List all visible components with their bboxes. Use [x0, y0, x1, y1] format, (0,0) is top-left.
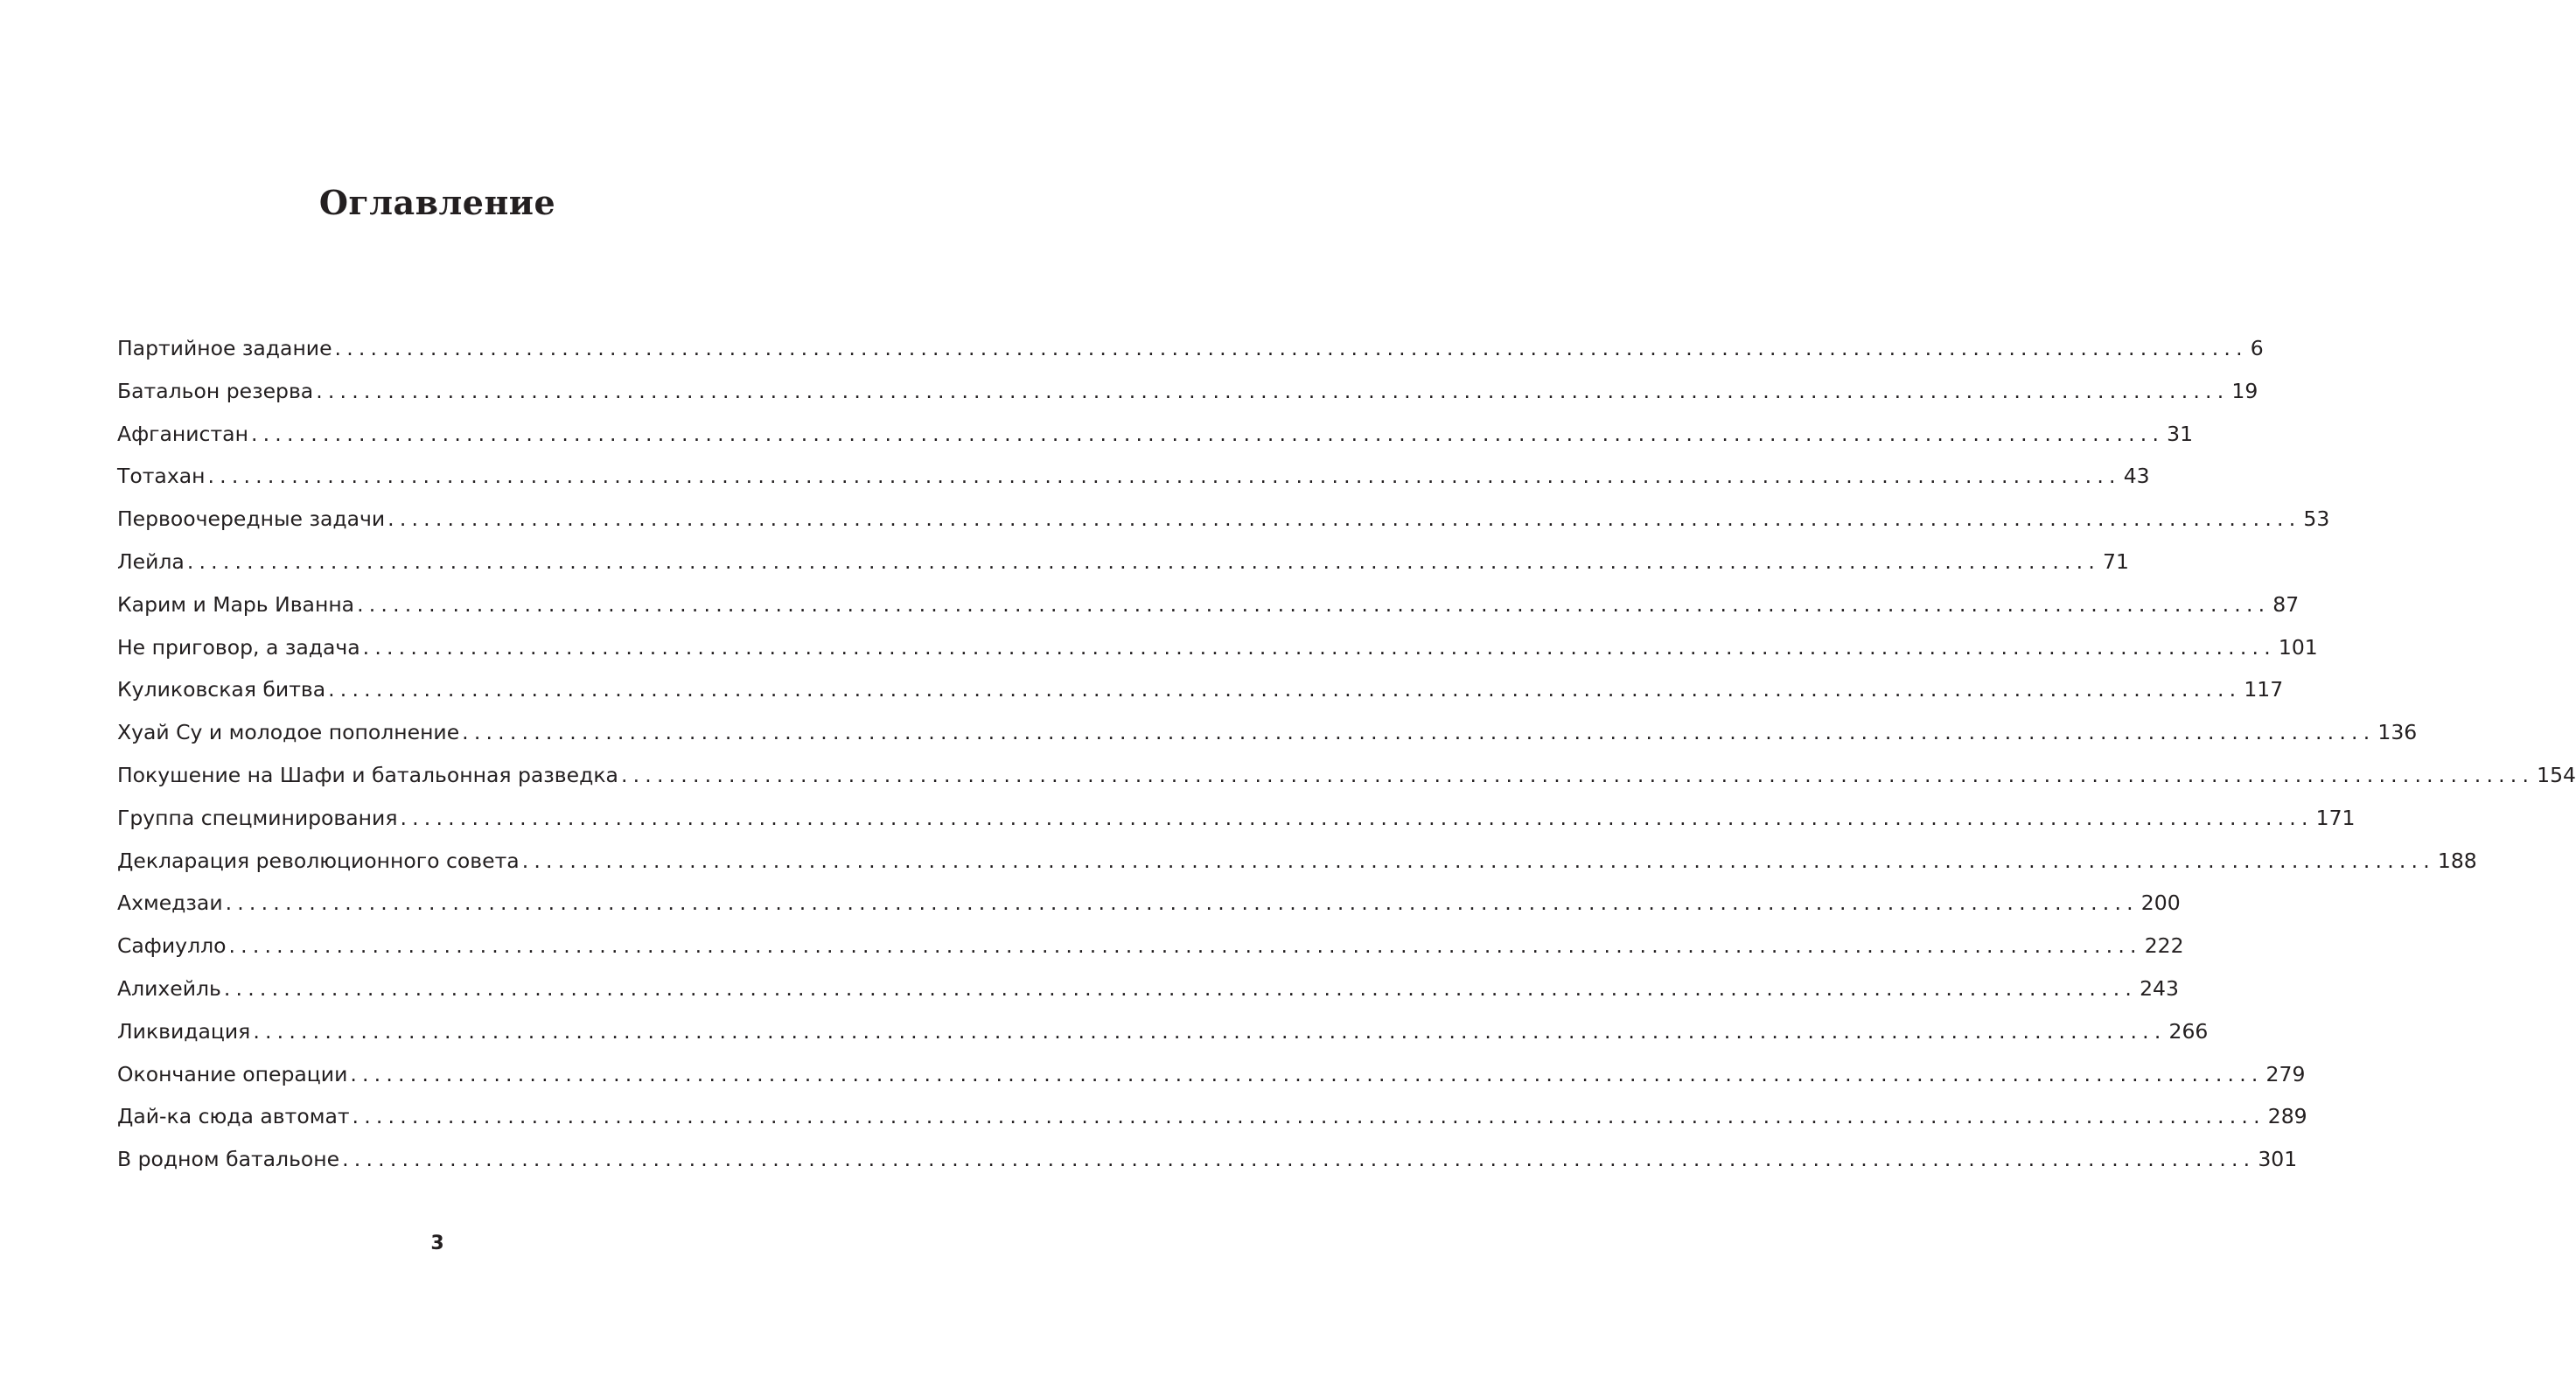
dot-leader: ................................................................................................................................................................: [207, 464, 2121, 489]
toc-entry: [117, 797, 2356, 840]
toc-entry-title: Первоочередные задачи: [117, 506, 386, 532]
toc-entry-title: Хуай Су и молодое пополнение: [117, 720, 460, 745]
toc-entry: [117, 882, 2181, 925]
toc-entry: [117, 925, 2184, 967]
dot-leader: ................................................................................................................................................................: [334, 336, 2248, 360]
toc-entry: [117, 711, 2418, 754]
toc-entry-page: 289: [2267, 1104, 2307, 1129]
dot-leader: ................................................................................................................................................................: [387, 506, 2301, 532]
toc-entry: [117, 626, 2318, 669]
toc-entry-page: 136: [2377, 720, 2418, 745]
toc-entry-title: Ахмедзаи: [117, 891, 223, 916]
dot-leader: ................................................................................................................................................................: [357, 591, 2271, 617]
toc-entry-page: 71: [2103, 548, 2129, 574]
toc-entry: [117, 1138, 2298, 1181]
toc-entry-page: 101: [2278, 634, 2318, 660]
toc-entry: [117, 413, 2194, 456]
page-number: 3: [430, 1233, 444, 1254]
dot-leader: ................................................................................................................................................................: [521, 848, 2435, 873]
toc-entry-title: Куликовская битва: [117, 677, 326, 702]
toc-entry: [117, 967, 2179, 1010]
dot-leader: ................................................................................................................................................................: [328, 677, 2242, 702]
dot-leader: ................................................................................................................................................................: [225, 891, 2139, 916]
dot-leader: ................................................................................................................................................................: [342, 1147, 2256, 1172]
toc-entry-title: Карим и Марь Иванна: [117, 591, 355, 617]
toc-entry-title: Декларация революционного совета: [117, 848, 520, 873]
dot-leader: ................................................................................................................................................................: [253, 1018, 2167, 1044]
toc-entry-title: Партийное задание: [117, 336, 332, 360]
toc-entry: [117, 541, 2129, 583]
toc-entry-title: Тотахан: [117, 464, 206, 489]
toc-entry-title: Батальон резерва: [117, 378, 314, 403]
dot-leader: ................................................................................................................................................................: [362, 634, 2276, 660]
toc-entry-title: Группа спецминирования: [117, 805, 398, 830]
toc-entry-page: 266: [2168, 1018, 2209, 1044]
dot-leader: ................................................................................................................................................................: [350, 1061, 2264, 1086]
toc-entry: [117, 754, 2576, 797]
toc-entry-title: Дай-ка сюда автомат: [117, 1104, 350, 1129]
toc-entry-page: 87: [2272, 591, 2300, 617]
dot-leader: ................................................................................................................................................................: [228, 933, 2142, 959]
toc-entry-page: 243: [2140, 975, 2179, 1001]
toc-entry-page: 154: [2537, 762, 2576, 787]
toc-entry-page: 171: [2315, 805, 2356, 830]
toc-entry-title: Алихейль: [117, 975, 221, 1001]
dot-leader: ................................................................................................................................................................: [462, 720, 2376, 745]
toc-entry-page: 200: [2140, 891, 2181, 916]
toc-entry: [117, 327, 2264, 370]
dot-leader: ................................................................................................................................................................: [250, 421, 2165, 446]
toc-entry-title: В родном батальоне: [117, 1147, 340, 1172]
toc-entry: [117, 583, 2300, 626]
dot-leader: ................................................................................................................................................................: [316, 378, 2230, 403]
toc-entry-page: 19: [2231, 378, 2258, 403]
toc-entry-page: 222: [2144, 933, 2184, 959]
toc-entry: [117, 498, 2330, 541]
dot-leader: ................................................................................................................................................................: [620, 762, 2535, 787]
toc-entry-title: Афганистан: [117, 421, 248, 446]
toc-entry-page: 6: [2250, 336, 2264, 360]
toc-entry: [117, 455, 2150, 498]
dot-leader: ................................................................................................................................................................: [400, 805, 2314, 830]
toc-entry: [117, 370, 2258, 413]
toc-entry: [117, 668, 2284, 711]
toc-entry-page: 117: [2244, 677, 2284, 702]
toc-entry-page: 279: [2265, 1061, 2306, 1086]
dot-leader: ................................................................................................................................................................: [223, 975, 2138, 1001]
dot-leader: ................................................................................................................................................................: [186, 548, 2101, 574]
toc-entry: [117, 1010, 2209, 1053]
toc-entry-page: 31: [2167, 421, 2194, 446]
toc-entry-title: Сафиулло: [117, 933, 227, 959]
toc-entry-title: Окончание операции: [117, 1061, 348, 1086]
toc-entry-title: Покушение на Шафи и батальонная разведка: [117, 762, 618, 787]
toc-entry-title: Лейла: [117, 548, 185, 574]
toc-entry-page: 53: [2303, 506, 2330, 532]
table-of-contents: [117, 327, 2576, 1181]
toc-entry-page: 301: [2258, 1147, 2298, 1172]
toc-entry-title: Ликвидация: [117, 1018, 251, 1044]
toc-entry-title: Не приговор, а задача: [117, 634, 360, 660]
toc-entry-page: 188: [2437, 848, 2477, 873]
page-title: Оглавление: [318, 183, 556, 222]
toc-entry: [117, 840, 2477, 883]
toc-entry-page: 43: [2123, 464, 2150, 489]
toc-entry: [117, 1095, 2307, 1138]
dot-leader: ................................................................................................................................................................: [352, 1104, 2265, 1129]
toc-entry: [117, 1053, 2306, 1096]
